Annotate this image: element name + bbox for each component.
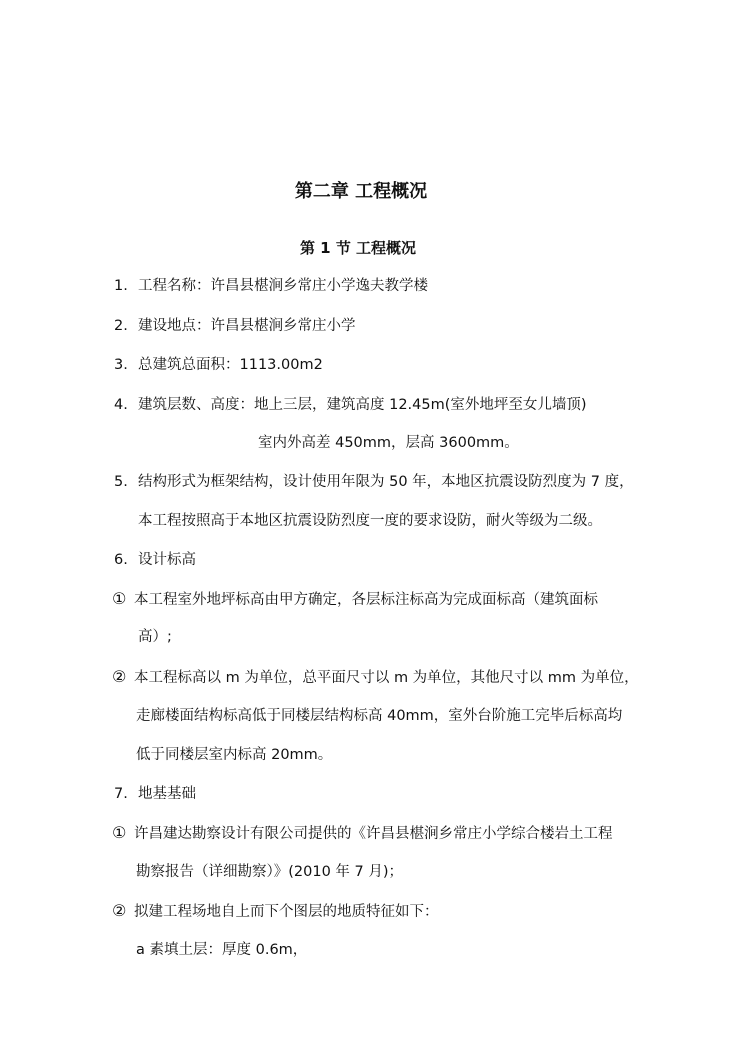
continuation-line: 高）;	[138, 629, 172, 645]
list-marker: 4.	[114, 397, 128, 413]
list-item	[114, 472, 634, 492]
line-text: 建设地点：许昌县椹涧乡常庄小学	[138, 318, 356, 334]
list-marker: ①	[112, 589, 127, 608]
continuation-line: 勘察报告（详细勘察）》(2010 年 7 月)；	[136, 864, 404, 880]
line-text: 结构形式为框架结构，设计使用年限为 50 年，本地区抗震设防烈度为 7 度，	[138, 474, 634, 490]
list-item	[114, 395, 587, 415]
section-title: 第 1 节 工程概况	[299, 239, 417, 257]
list-marker: 5.	[114, 474, 128, 490]
line-text: 许昌建达勘察设计有限公司提供的《许昌县椹涧乡常庄小学综合楼岩土工程	[134, 826, 613, 842]
line-text: 本工程室外地坪标高由甲方确定，各层标注标高为完成面标高（建筑面标	[134, 592, 598, 608]
continuation-line: 室内外高差 450mm，层高 3600mm。	[258, 435, 519, 451]
list-marker: 6.	[114, 552, 128, 568]
list-item	[114, 276, 428, 296]
list-marker: 1.	[114, 278, 128, 294]
list-item	[114, 316, 356, 336]
line-text: 本工程标高以 m 为单位，总平面尺寸以 m 为单位，其他尺寸以 mm 为单位，	[134, 670, 639, 686]
continuation-line: 低于同楼层室内标高 20mm。	[136, 747, 333, 763]
list-marker: 7.	[114, 786, 128, 802]
list-item	[114, 355, 323, 375]
list-marker: 2.	[114, 318, 128, 334]
list-marker: ②	[112, 901, 127, 920]
line-text: 设计标高	[138, 552, 196, 568]
chapter-title: 第二章 工程概况	[294, 181, 428, 202]
list-marker: 3.	[114, 357, 128, 373]
list-item	[112, 901, 439, 922]
line-text: 拟建工程场地自上而下个图层的地质特征如下：	[134, 904, 439, 920]
line-text: 地基基础	[138, 786, 196, 802]
continuation-line: 本工程按照高于本地区抗震设防烈度一度的要求设防，耐火等级为二级。	[138, 513, 602, 529]
list-item	[114, 784, 196, 804]
continuation-line: a 素填土层：厚度 0.6m，	[136, 942, 308, 958]
line-text: 工程名称：许昌县椹涧乡常庄小学逸夫教学楼	[138, 278, 428, 294]
list-marker: ②	[112, 667, 127, 686]
list-item	[112, 589, 598, 610]
line-text: 建筑层数、高度：地上三层，建筑高度 12.45m(室外地坪至女儿墙顶)	[138, 397, 587, 413]
line-text: 总建筑总面积：1113.00m2	[138, 357, 323, 373]
list-item	[112, 823, 613, 844]
list-item	[112, 667, 639, 688]
continuation-line: 走廊楼面结构标高低于同楼层结构标高 40mm，室外台阶施工完毕后标高均	[136, 708, 623, 724]
list-item	[114, 550, 196, 570]
list-marker: ①	[112, 823, 127, 842]
